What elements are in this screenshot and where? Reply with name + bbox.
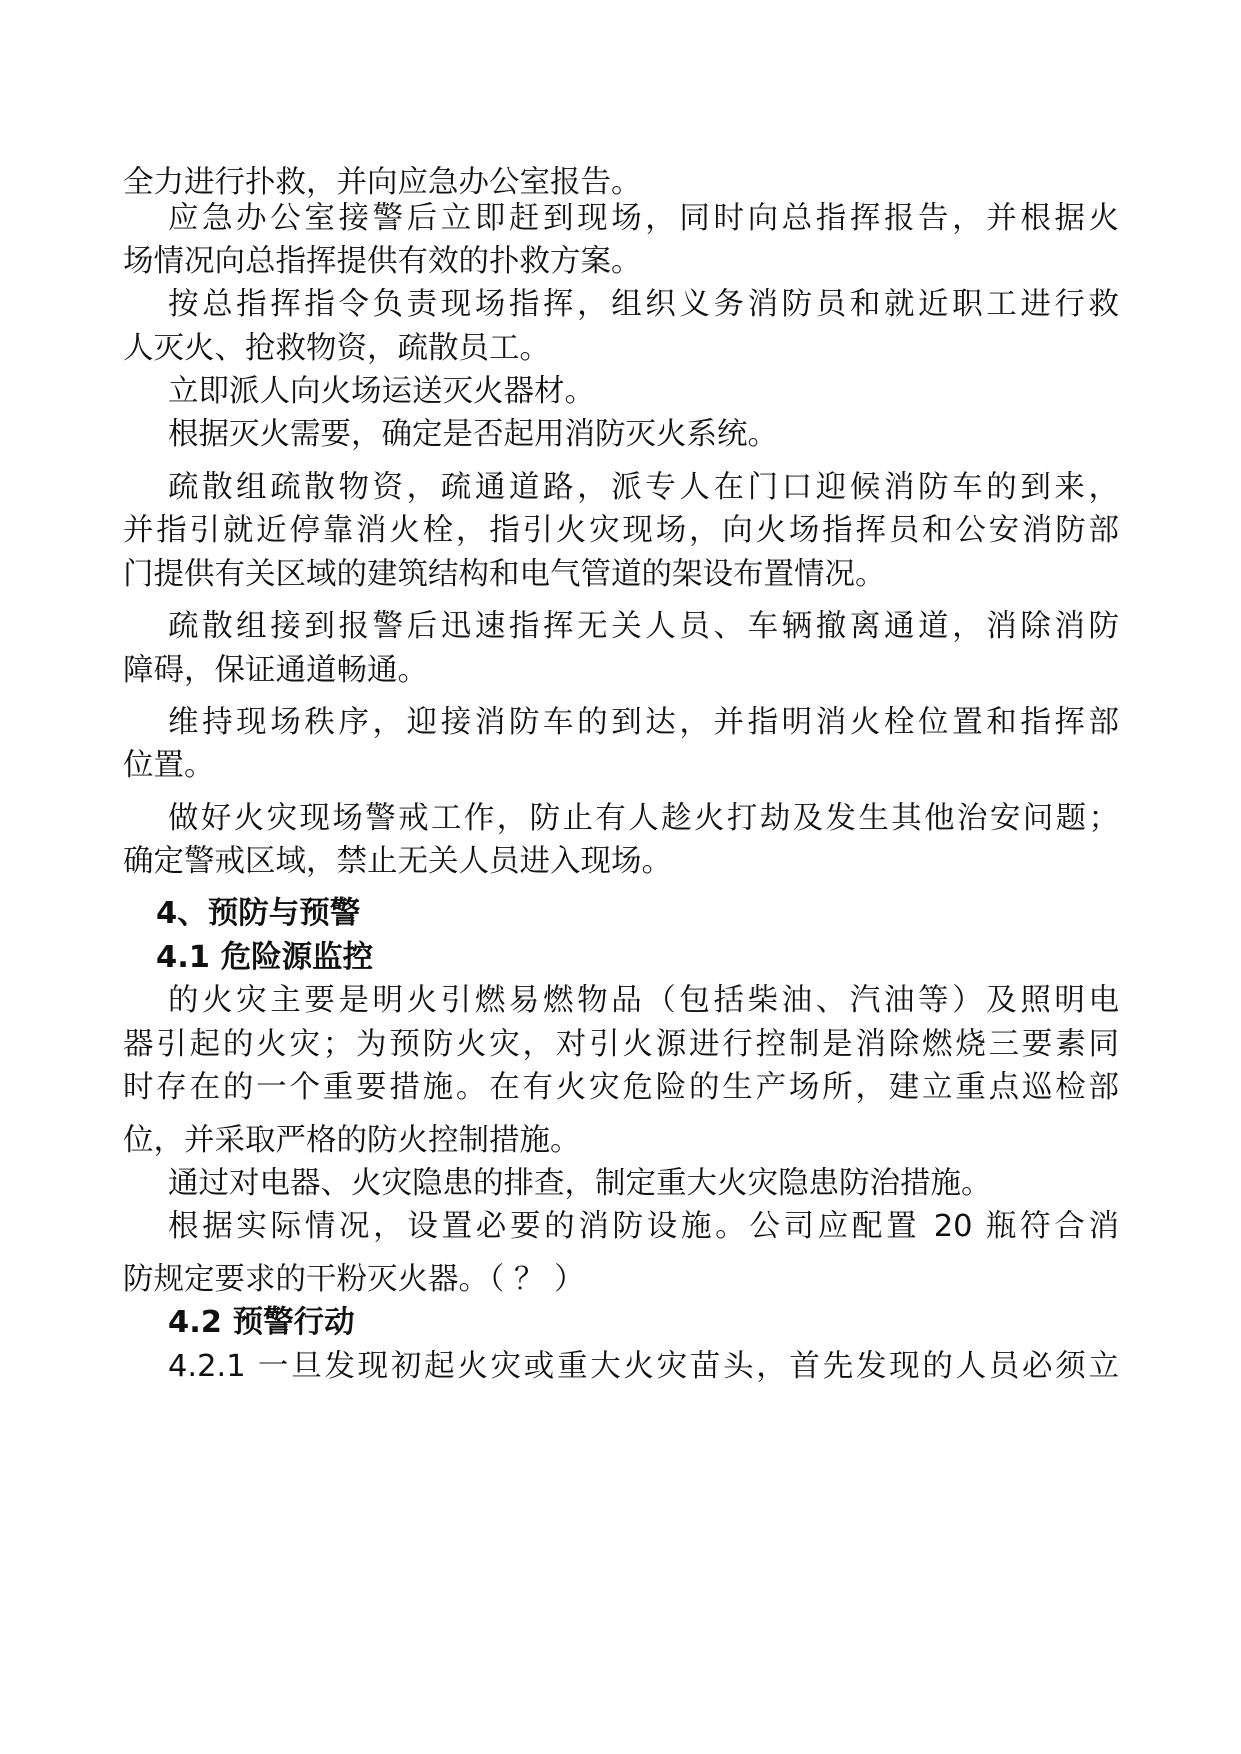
- paragraph-line: 障碍，保证通道畅通。: [123, 653, 428, 688]
- paragraph-line: 按总指挥指令负责现场指挥，组织义务消防员和就近职工进行救: [168, 287, 1119, 322]
- paragraph-line: 维持现场秩序，迎接消防车的到达，并指明消火栓位置和指挥部: [168, 705, 1119, 740]
- paragraph-line: 立即派人向火场运送灭火器材。: [168, 374, 595, 409]
- paragraph-line: 4.2.1 一旦发现初起火灾或重大火灾苗头，首先发现的人员必须立: [168, 1349, 1119, 1384]
- paragraph-line: 位置。: [123, 748, 215, 783]
- section-heading: 4、预防与预警: [156, 896, 361, 931]
- paragraph-line: 根据实际情况，设置必要的消防设施。公司应配置 20 瓶符合消: [168, 1209, 1119, 1244]
- paragraph-line: 防规定要求的干粉灭火器。（ ？ ）: [123, 1262, 585, 1297]
- paragraph-line: 应急办公室接警后立即赶到现场，同时向总指挥报告，并根据火: [168, 201, 1119, 236]
- paragraph-line: 时存在的一个重要措施。在有火灾危险的生产场所，建立重点巡检部: [123, 1070, 1119, 1105]
- paragraph-line: 通过对电器、火灾隐患的排查，制定重大火灾隐患防治措施。: [168, 1166, 992, 1201]
- paragraph-line: 全力进行扑救，并向应急办公室报告。: [123, 165, 642, 200]
- subsection-heading: 4.2 预警行动: [168, 1305, 355, 1340]
- paragraph-line: 器引起的火灾；为预防火灾，对引火源进行控制是消除燃烧三要素同: [123, 1027, 1119, 1062]
- paragraph-line: 并指引就近停靠消火栓，指引火灾现场，向火场指挥员和公安消防部: [123, 513, 1119, 548]
- paragraph-line: 疏散组疏散物资，疏通道路，派专人在门口迎候消防车的到来，: [168, 470, 1119, 505]
- paragraph-line: 根据灭火需要，确定是否起用消防灭火系统。: [168, 417, 778, 452]
- paragraph-line: 确定警戒区域，禁止无关人员进入现场。: [123, 844, 672, 879]
- paragraph-line: 人灭火、抢救物资，疏散员工。: [123, 331, 550, 366]
- subsection-heading: 4.1 危险源监控: [156, 940, 374, 975]
- paragraph-line: 位，并采取严格的防火控制措施。: [123, 1123, 581, 1158]
- paragraph-line: 做好火灾现场警戒工作，防止有人趁火打劫及发生其他治安问题；: [168, 801, 1119, 836]
- paragraph-line: 场情况向总指挥提供有效的扑救方案。: [123, 244, 642, 279]
- paragraph-line: 的火灾主要是明火引燃易燃物品（包括柴油、汽油等）及照明电: [168, 983, 1119, 1018]
- paragraph-line: 门提供有关区域的建筑结构和电气管道的架设布置情况。: [123, 557, 886, 592]
- paragraph-line: 疏散组接到报警后迅速指挥无关人员、车辆撤离通道，消除消防: [168, 609, 1119, 644]
